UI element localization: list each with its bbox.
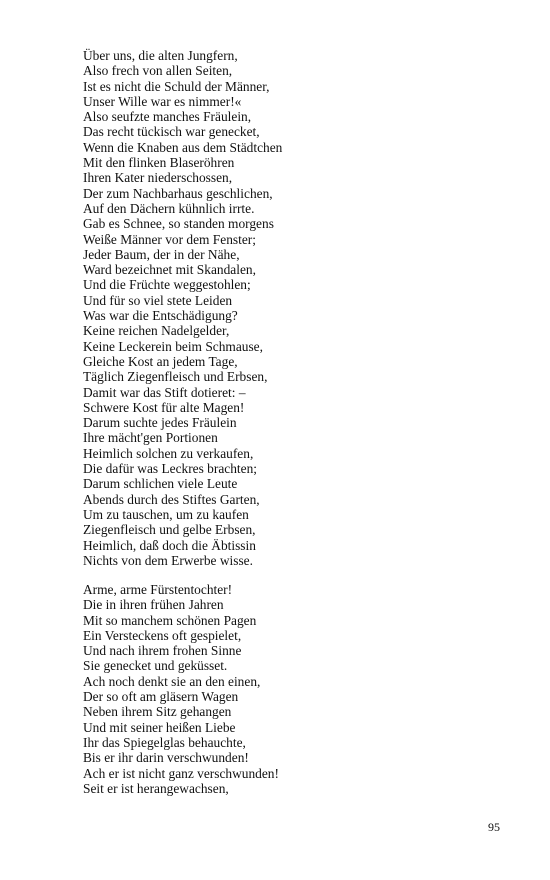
verse-line: Ihr das Spiegelglas behauchte, [83,734,246,750]
verse-line: Der zum Nachbarhaus geschlichen, [83,185,273,201]
verse-line: Weiße Männer vor dem Fenster; [83,231,256,247]
verse-line: Und die Früchte weggestohlen; [83,277,251,293]
verse-line: Ach noch denkt sie an den einen, [83,673,261,689]
verse-line: Heimlich, daß doch die Äbtissin [83,537,256,553]
verse-line: Keine reichen Nadelgelder, [83,323,230,339]
verse-line: Bis er ihr darin verschwunden! [83,750,249,766]
verse-line: Um zu tauschen, um zu kaufen [83,506,249,522]
verse-line: Sie genecket und geküsset. [83,658,228,674]
verse-line: Ihre mächt'gen Portionen [83,430,218,446]
verse-line: Heimlich solchen zu verkaufen, [83,445,254,461]
verse-line: Die in ihren frühen Jahren [83,597,224,613]
verse-line: Mit so manchem schönen Pagen [83,612,257,628]
verse-line: Ein Versteckens oft gespielet, [83,627,242,643]
verse-line: Wenn die Knaben aus dem Städtchen [83,139,283,155]
verse-line: Der so oft am gläsern Wagen [83,689,239,705]
verse-line: Arme, arme Fürstentochter! [83,582,233,597]
verse-line: Mit den flinken Blaseröhren [83,155,235,171]
verse-line: Neben ihrem Sitz gehangen [83,704,232,720]
verse-line: Ward bezeichnet mit Skandalen, [83,262,256,278]
verse-line: Nichts von dem Erwerbe wisse. [83,552,253,568]
verse-line: Schwere Kost für alte Magen! [83,399,245,415]
verse-line: Also frech von allen Seiten, [83,63,233,79]
verse-line: Unser Wille war es nimmer!« [83,93,242,109]
verse-line: Täglich Ziegenfleisch und Erbsen, [83,369,268,385]
page-number: 95 [488,820,500,834]
verse-line: Die dafür was Leckres brachten; [83,461,257,477]
verse-line: Ihren Kater niederschossen, [83,170,233,186]
verse-line: Und für so viel stete Leiden [83,292,233,308]
verse-line: Gleiche Kost an jedem Tage, [83,353,238,369]
verse-line: Gab es Schnee, so standen morgens [83,216,274,232]
verse-line: Und mit seiner heißen Liebe [83,719,236,735]
verse-line: Über uns, die alten Jungfern, [83,48,238,63]
verse-line: Also seufzte manches Fräulein, [83,109,252,125]
verse-line: Und nach ihrem frohen Sinne [83,643,242,659]
verse-line: Abends durch des Stiftes Garten, [83,491,260,507]
verse-line: Seit er ist herangewachsen, [83,780,229,796]
verse-line: Ist es nicht die Schuld der Männer, [83,78,270,94]
verse-line: Ach er ist nicht ganz verschwunden! [83,765,279,781]
verse-line: Jeder Baum, der in der Nähe, [83,246,240,262]
verse-line: Was war die Entschädigung? [83,308,238,324]
verse-line: Auf den Dächern kühnlich irrte. [83,200,255,216]
stanza [83,48,282,568]
verse-line: Damit war das Stift dotieret: – [83,384,246,400]
verse-line: Darum schlichen viele Leute [83,476,238,492]
verse-line: Darum suchte jedes Fräulein [83,415,237,431]
verse-line: Keine Leckerein beim Schmause, [83,338,263,354]
verse-line: Das recht tückisch war genecket, [83,124,260,140]
verse-line: Ziegenfleisch und gelbe Erbsen, [83,522,256,538]
stanza [83,582,279,796]
